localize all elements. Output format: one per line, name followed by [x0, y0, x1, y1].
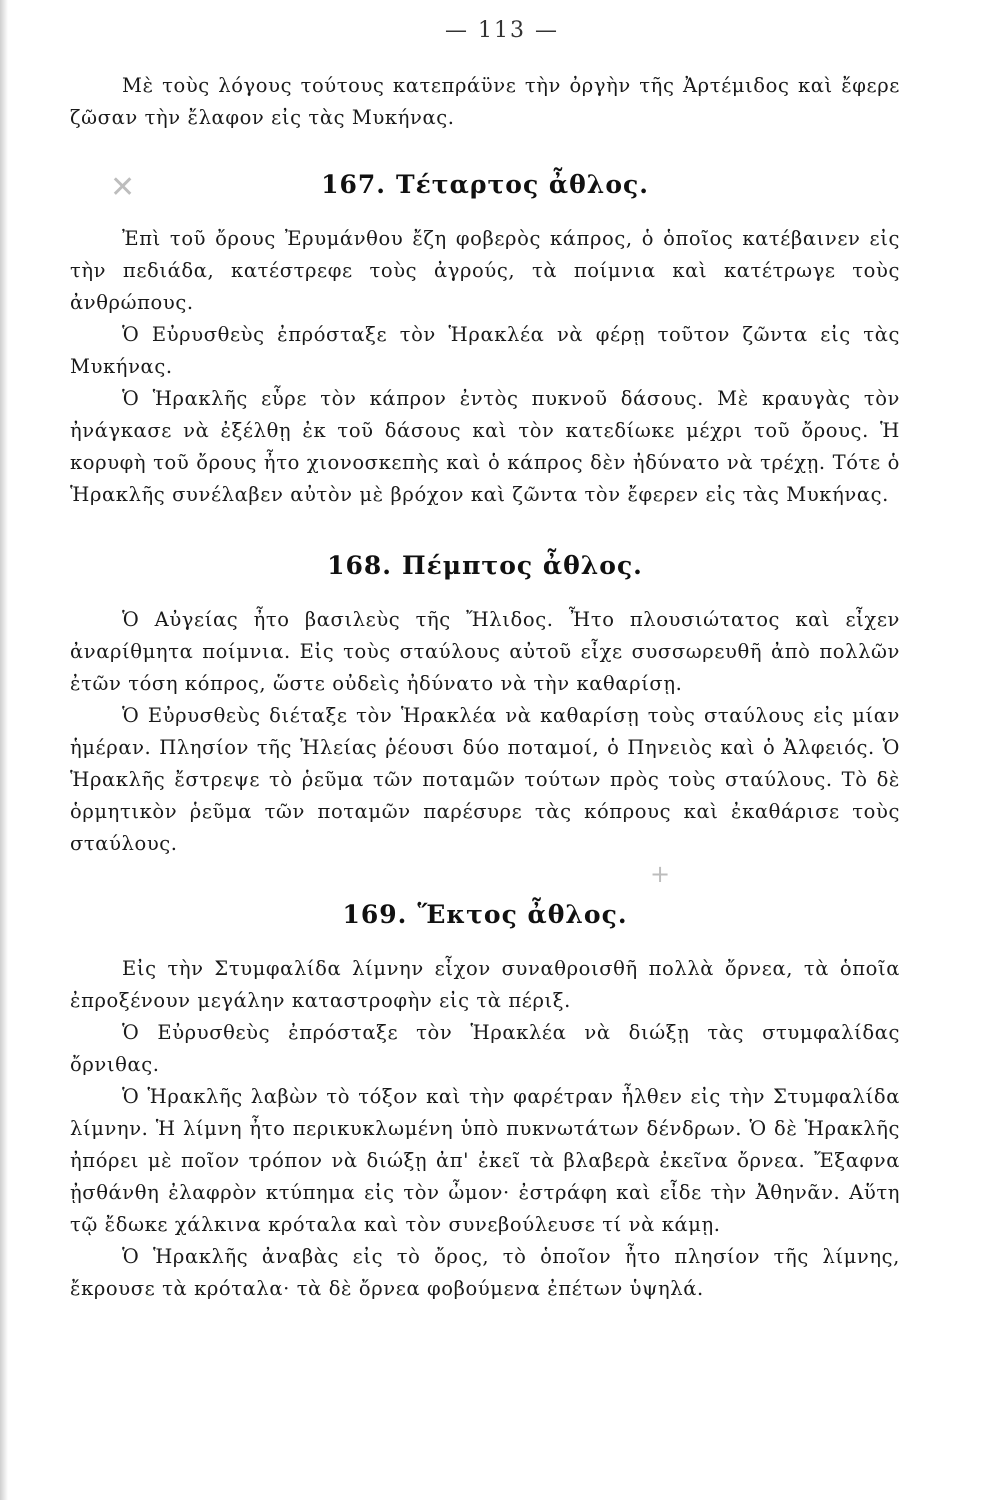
paragraph: Ἐπὶ τοῦ ὄρους Ἐρυμάνθου ἔζη φοβερὸς κάπρος, ὁ ὁποῖος κατέβαινεν εἰς τὴν πεδιάδα, κατέστρεφε τοὺς ἀγρούς, τὰ ποίμνια καὶ κατέτρωγε τοὺς ἀνθρώπους.: [70, 227, 900, 314]
section-number: 167.: [321, 170, 386, 199]
paragraph: Ὁ Ἡρακλῆς λαβὼν τὸ τόξον καὶ τὴν φαρέτραν ἦλθεν εἰς τὴν Στυμφαλίδα λίμνην. Ἡ λίμνη ἦτο περικυκλωμένη ὑπὸ πυκνωτάτων δένδρων. Ὁ δὲ Ἡρακλῆς ἠπόρει μὲ ποῖον τρόπον νὰ διώξῃ ἀπ' ἐκεῖ τὰ βλαβερὰ ἐκεῖνα ὄρνεα. Ἔξαφνα ᾐσθάνθη ἐλαφρὸν κτύπημα εἰς τὸν ὦμον· ἐστράφη καὶ εἶδε τὴν Ἀθηνᾶν. Αὕτη τῷ ἔδωκε χάλκινα κρόταλα καὶ τὸν συνεβούλευσε τί νὰ κάμῃ.: [70, 1085, 900, 1236]
section-title: Πέμπτος ἆθλος.: [402, 551, 643, 580]
paragraph: Ὁ Εὐρυσθεὺς ἐπρόσταξε τὸν Ἡρακλέα νὰ διώξῃ τὰς στυμφαλίδας ὄρνιθας.: [70, 1021, 900, 1076]
page-edge-shadow: [0, 0, 8, 1500]
paragraph: Εἰς τὴν Στυμφαλίδα λίμνην εἶχον συναθροισθῆ πολλὰ ὄρνεα, τὰ ὁποῖα ἐπροξένουν μεγάλην καταστροφὴν εἰς τὰ πέριξ.: [70, 957, 900, 1012]
pencil-mark: ✕: [110, 170, 136, 205]
paragraph: Ὁ Ἡρακλῆς εὗρε τὸν κάπρον ἐντὸς πυκνοῦ δάσους. Μὲ κραυγὰς τὸν ἠνάγκασε νὰ ἐξέλθῃ ἐκ τοῦ δάσους καὶ τὸν κατεδίωκε μέχρι τοῦ ὄρους. Ἡ κορυφὴ τοῦ ὄρους ἦτο χιονοσκεπὴς καὶ ὁ κάπρος δὲν ἠδύνατο νὰ τρέχῃ. Τότε ὁ Ἡρακλῆς συνέλαβεν αὐτὸν μὲ βρόχον καὶ ζῶντα τὸν ἔφερεν εἰς τὰς Μυκήνας.: [70, 387, 900, 506]
paragraph: Ὁ Εὐρυσθεὺς ἐπρόσταξε τὸν Ἡρακλέα νὰ φέρῃ τοῦτον ζῶντα εἰς τὰς Μυκήνας.: [70, 323, 900, 378]
pencil-mark: +: [650, 860, 671, 888]
page-number: — 113 —: [445, 18, 559, 43]
paragraph: Ὁ Ἡρακλῆς ἀναβὰς εἰς τὸ ὄρος, τὸ ὁποῖον ἦτο πλησίον τῆς λίμνης, ἔκρουσε τὰ κρόταλα· τὰ δὲ ὄρνεα φοβούμενα ἐπέτων ὑψηλά.: [70, 1245, 900, 1300]
section-heading-167: [70, 170, 900, 199]
paragraph: Ὁ Εὐρυσθεὺς διέταξε τὸν Ἡρακλέα νὰ καθαρίσῃ τοὺς σταύλους εἰς μίαν ἡμέραν. Πλησίον τῆς Ἠλείας ῥέουσι δύο ποταμοί, ὁ Πηνειὸς καὶ ὁ Ἀλφειός. Ὁ Ἡρακλῆς ἔστρεψε τὸ ῥεῦμα τῶν ποταμῶν τούτων πρὸς τοὺς σταύλους. Τὸ δὲ ὁρμητικὸν ῥεῦμα τῶν ποταμῶν παρέσυρε τὰς κόπρους καὶ ἐκαθάρισε τοὺς σταύλους.: [70, 704, 900, 855]
section-number: 169.: [342, 900, 408, 929]
section-heading-168: [70, 551, 900, 580]
paragraph: Ὁ Αὐγείας ἦτο βασιλεὺς τῆς Ἤλιδος. Ἦτο πλουσιώτατος καὶ εἶχεν ἀναρίθμητα ποίμνια. Εἰς τοὺς σταύλους αὐτοῦ εἶχε συσσωρευθῆ ἀπὸ πολλῶν ἐτῶν τόση κόπρος, ὥστε οὐδεὶς ἠδύνατο νὰ τὴν καθαρίσῃ.: [70, 608, 900, 695]
section-title: Ἕκτος ἆθλος.: [417, 900, 628, 929]
section-title: Τέταρτος ἆθλος.: [395, 170, 649, 199]
page-body: [70, 70, 900, 1305]
section-number: 168.: [327, 551, 392, 580]
section-heading-169: [70, 900, 900, 929]
intro-paragraph: Μὲ τοὺς λόγους τούτους κατεπράϋνε τὴν ὀργὴν τῆς Ἀρτέμιδος καὶ ἔφερε ζῶσαν τὴν ἔλαφον εἰς τὰς Μυκήνας.: [70, 74, 900, 129]
